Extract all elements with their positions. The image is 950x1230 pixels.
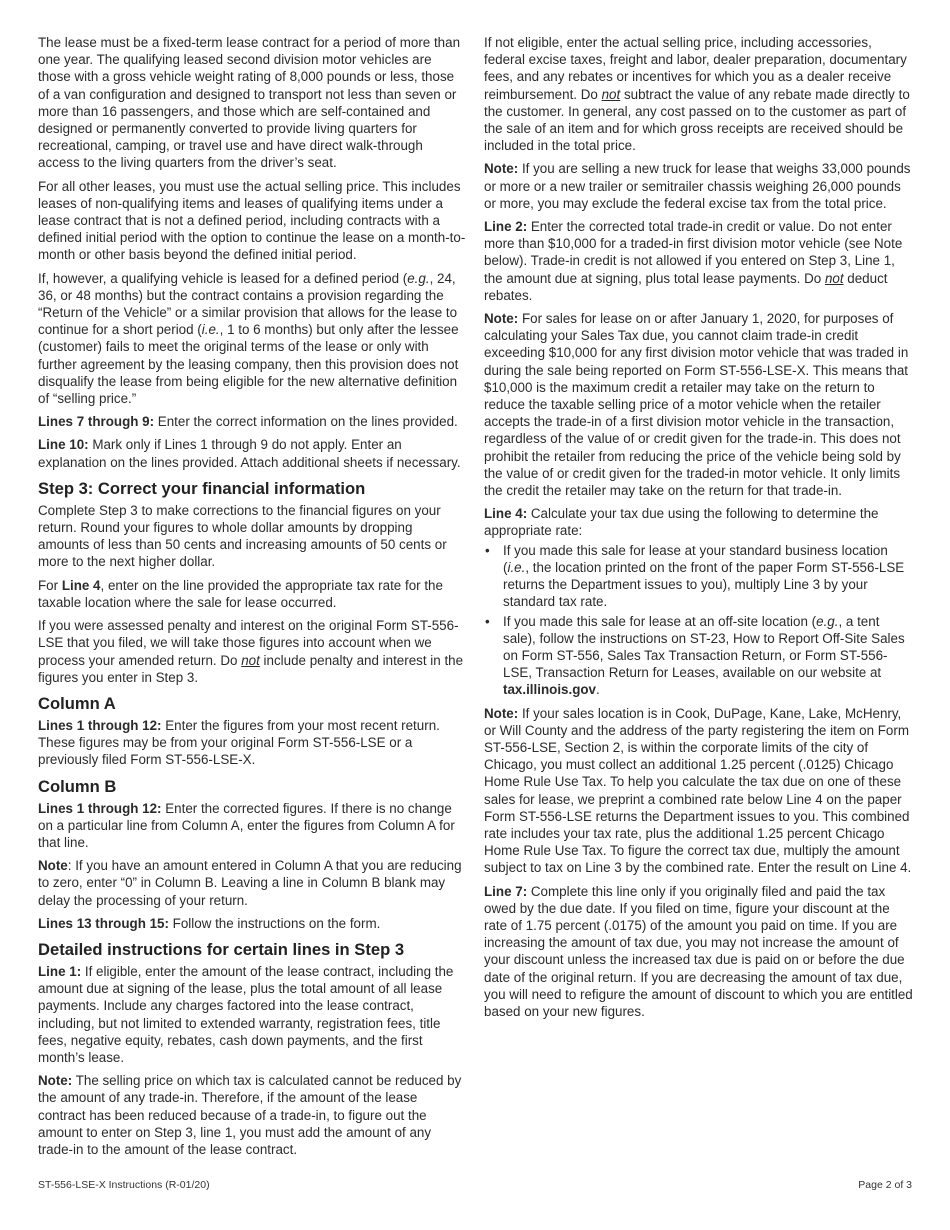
- paragraph-column-a: Lines 1 through 12: Enter the figures from your most recent return. These figures may be from your original Form ST-556-LSE or a previously filed Form ST-556-LSE-X.: [38, 717, 440, 768]
- right-column: [484, 34, 914, 1026]
- paragraph-column-b-note: Note: If you have an amount entered in Column A that you are reducing to zero, enter “0” in Column B. Leaving a line in Column B blank may delay the processing of your return.: [38, 858, 462, 908]
- paragraph-step3-line4: For Line 4, enter on the line provided the appropriate tax rate for the taxable location where the sale for lease occurred.: [38, 577, 443, 610]
- paragraph-trade-in-note: Note: The selling price on which tax is calculated cannot be reduced by the amount of any trade-in. Therefore, if the amount of the lease contract has been reduced because of a trade-in, to figure out the amount to enter on Step 3, line 1, you must add the amount of any trade-in to the amount of the lease contract.: [38, 1073, 462, 1157]
- heading-step-3: Step 3: Correct your financial information: [38, 478, 366, 498]
- footer-page-number: Page 2 of 3: [858, 1179, 912, 1191]
- heading-column-b: Column B: [38, 776, 117, 796]
- paragraph-chicago-note: Note: If your sales location is in Cook, DuPage, Kane, Lake, McHenry, or Will County and the address of the party registering the item on Form ST-556-LSE, Section 2, is within the corporate limits of the city of Chicago, you must collect an additional 1.25 percent (.0125) Chicago Home Rule Use Tax. To help you calculate the tax due on one of these sales for lease, we preprint a combined rate below Line 4 on the paper Form ST-556-LSE returns the Department issues to you. This combined rate includes your tax rate, plus the additional 1.25 percent Chicago Home Rule Use Tax. To figure the correct tax due, multiply the amount subject to tax on Line 3 by the combined rate. Enter the result on Line 4.: [484, 705, 912, 876]
- website-link[interactable]: tax.illinois.gov: [503, 682, 597, 698]
- paragraph-other-leases: For all other leases, you must use the actual selling price. This includes leases of non-qualifying items and leases of qualifying items under a lease contract that is not a defined period, including contracts with a defined initial period with the option to continue the lease on a month-to-month or other basis beyond the defined initial period.: [38, 178, 466, 263]
- paragraph-column-b-lines: Lines 1 through 12: Enter the corrected figures. If there is no change on a particular line from Column A, enter the figures from Column A for that line.: [38, 800, 455, 850]
- paragraph-step3-penalty: If you were assessed penalty and interest on the original Form ST-556-LSE that you filed, we will take those figures into account when we process your amended return. Do not include penalty and interest in the figures you enter in Step 3.: [38, 618, 464, 685]
- list-item: • If you made this sale for lease at an off-site location (e.g., a tent sale), follow the instructions on ST-23, How to Report Off-Site Sales on Form ST-556, Sales Tax Transaction Return, or Form ST-556-LSE, Transaction Return for Leases, available on our website at tax.illinois.gov.: [484, 613, 914, 699]
- heading-detailed-instructions: Detailed instructions for certain lines in Step 3: [38, 939, 405, 959]
- paragraph-line-7: Line 7: Complete this line only if you originally filed and paid the tax owed by the due date. If you filed on time, figure your discount at the rate of 1.75 percent (.0175) of the amount you paid on time. If you are increasing the amount of tax due, you may not increase the amount of your discount unless the increased tax due is paid on or before the due date of the original return. If you are decreasing the amount of tax due, you will need to refigure the amount of discount to which you are entitled based on your new figures.: [484, 883, 913, 1019]
- paragraph-lines-7-9: Lines 7 through 9: Enter the correct information on the lines provided.: [38, 414, 458, 430]
- paragraph-line-10: Line 10: Mark only if Lines 1 through 9 do not apply. Enter an explanation on the lines provided. Attach additional sheets if necessary.: [38, 437, 461, 470]
- paragraph-not-eligible: If not eligible, enter the actual selling price, including accessories, federal excise taxes, freight and labor, dealer preparation, documentary fees, and any rebates or incentives for which you as a dealer receive reimbursement. Do not subtract the value of any rebate made directly to the customer. In general, any cost passed on to the customer as part of the sale of an item and for which gross receipts are received should be included in the total price.: [484, 35, 910, 154]
- paragraph-step3-rounding: Complete Step 3 to make corrections to the financial figures on your return. Round your figures to whole dollar amounts by dropping amounts of less than 50 cents and increasing amounts of 50 cents or more to the next higher dollar.: [38, 502, 447, 570]
- footer-form-id: ST-556-LSE-X Instructions (R-01/20): [38, 1179, 210, 1191]
- paragraph-qualifying-vehicle: If, however, a qualifying vehicle is leased for a defined period (e.g., 24, 36, or 48 months) but the contract contains a provision regarding the “Return of the Vehicle” or a similar provision that allows for the lease to continue for a short period (i.e., 1 to 6 months) but only after the lessee (customer) fails to meet the original terms of the lease or only with further agreement by the leasing company, then this provision does not disqualify the lease from being eligible for the new alternative definition of “selling price.”: [38, 270, 459, 407]
- paragraph-truck-note: Note: If you are selling a new truck for lease that weighs 33,000 pounds or more or a new trailer or semitrailer chassis weighing 26,000 pounds or more, you may exclude the federal excise tax from the total price.: [484, 161, 911, 211]
- paragraph-column-b-lines-13-15: Lines 13 through 15: Follow the instructions on the form.: [38, 915, 381, 931]
- paragraph-2020-note: Note: For sales for lease on or after January 1, 2020, for purposes of calculating your Sales Tax due, you cannot claim trade-in credit exceeding $10,000 for any first division motor vehicle that was traded in during the sale being reported on Form ST-556-LSE-X. This means that $10,000 is the maximum credit a retailer may take on the return to reduce the taxable selling price of a motor vehicle when the retailer accepts the trade-in of a first division motor vehicle in the transaction, regardless of the value of or credit given for the trade-in. This does not prohibit the retailer from reducing the price of the vehicle being sold by the value of or credit given for the traded-in motor vehicle. It only limits the credit the retailer may take on the return for that trade-in.: [484, 311, 909, 499]
- line-4-bullet-list: [484, 542, 914, 699]
- paragraph-line-1: Line 1: If eligible, enter the amount of the lease contract, including the amount due at signing of the lease, plus the total amount of all lease payments. Include any charges factored into the lease contract, including, but not limited to extended warranty, registration fees, title fees, negative equity, rebates, cash down payments, and the first month’s lease.: [38, 963, 454, 1065]
- paragraph-line-4: Line 4: Calculate your tax due using the following to determine the appropriate rate:: [484, 506, 879, 539]
- paragraph-line-2: Line 2: Enter the corrected total trade-in credit or value. Do not enter more than $10,000 for a traded-in first division motor vehicle (see Note below). Trade-in credit is not allowed if you entered on Step 3, Line 1, the amount due at signing, plus total lease payments. Do not deduct rebates.: [484, 219, 903, 303]
- list-item: • If you made this sale for lease at your standard business location (i.e., the location printed on the front of the paper Form ST-556-LSE returns the Department issues to you), multiply Line 3 by your standard tax rate.: [484, 542, 914, 611]
- left-column: [38, 34, 466, 1164]
- paragraph-lease-term: The lease must be a fixed-term lease contract for a period of more than one year. The qualifying leased second division motor vehicles are those with a gross vehicle weight rating of 8,000 pounds or less, those of a van configuration and designed to transport not less than seven or more than 16 passengers, and those which are self-contained and designed or permanently converted to provide living quarters for recreational, camping, or travel use and have direct walk-through access to the living quarters from the driver’s seat.: [38, 35, 461, 171]
- heading-column-a: Column A: [38, 693, 116, 713]
